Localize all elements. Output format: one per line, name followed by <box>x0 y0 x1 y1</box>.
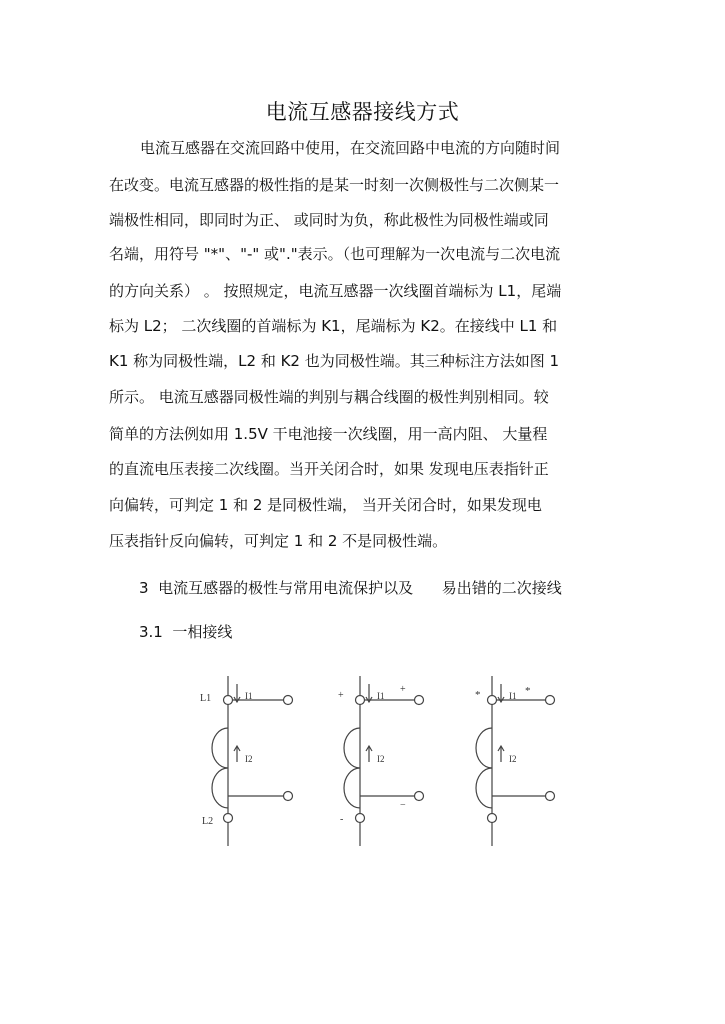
label-plus-secondary: + <box>400 684 406 695</box>
label-star-primary: * <box>475 689 481 701</box>
label-i1: I1 <box>245 691 253 701</box>
paragraph-line: 向偏转，可判定 1 和 2 是同极性端， 当开关闭合时，如果发现电 <box>109 496 542 514</box>
paragraph-line: K1 称为同极性端，L2 和 K2 也为同极性端。其三种标注方法如图 1 <box>109 352 560 370</box>
paragraph-line: 在改变。电流互感器的极性指的是某一时刻一次侧极性与二次侧某一 <box>109 176 560 194</box>
label-i1: I1 <box>509 691 517 701</box>
label-l2: L2 <box>202 816 214 827</box>
paragraph-line: 的方向关系） 。 按照规定，电流互感器一次线圈首端标为 L1，尾端 <box>109 282 562 300</box>
page-title: 电流互感器接线方式 <box>265 100 460 124</box>
label-i2: I2 <box>377 754 385 764</box>
label-i2: I2 <box>509 754 517 764</box>
figure-ct-polarity-markings <box>180 658 570 863</box>
label-i2: I2 <box>245 754 253 764</box>
label-i1: I1 <box>377 691 385 701</box>
subsection-heading: 3.1 一相接线 <box>139 623 233 641</box>
paragraph-line: 所示。 电流互感器同极性端的判别与耦合线圈的极性判别相同。较 <box>109 388 549 406</box>
paragraph-line: 名端，用符号 "*"、"-" 或"."表示。（也可理解为一次电流与二次电流 <box>109 245 561 263</box>
section-heading: 3 电流互感器的极性与常用电流保护以及 易出错的二次接线 <box>139 579 562 597</box>
paragraph-line: 端极性相同，即同时为正、 或同时为负，称此极性为同极性端或同 <box>109 211 549 229</box>
paragraph-line: 简单的方法例如用 1.5V 干电池接一次线圈，用一高内阻、 大量程 <box>109 425 548 443</box>
paragraph-line: 标为 L2； 二次线圈的首端标为 K1，尾端标为 K2。在接线中 L1 和 <box>109 317 558 335</box>
label-minus-secondary: − <box>400 800 406 811</box>
paragraph-line: 电流互感器在交流回路中使用，在交流回路中电流的方向随时间 <box>140 139 561 157</box>
label-plus-primary: + <box>338 690 344 701</box>
label-minus-primary: - <box>340 814 344 825</box>
paragraph-line: 压表指针反向偏转，可判定 1 和 2 不是同极性端。 <box>109 532 448 550</box>
label-l1: L1 <box>200 693 212 704</box>
label-star-secondary: * <box>525 685 531 697</box>
paragraph-line: 的直流电压表接二次线圈。当开关闭合时，如果 发现电压表指针正 <box>109 460 549 478</box>
